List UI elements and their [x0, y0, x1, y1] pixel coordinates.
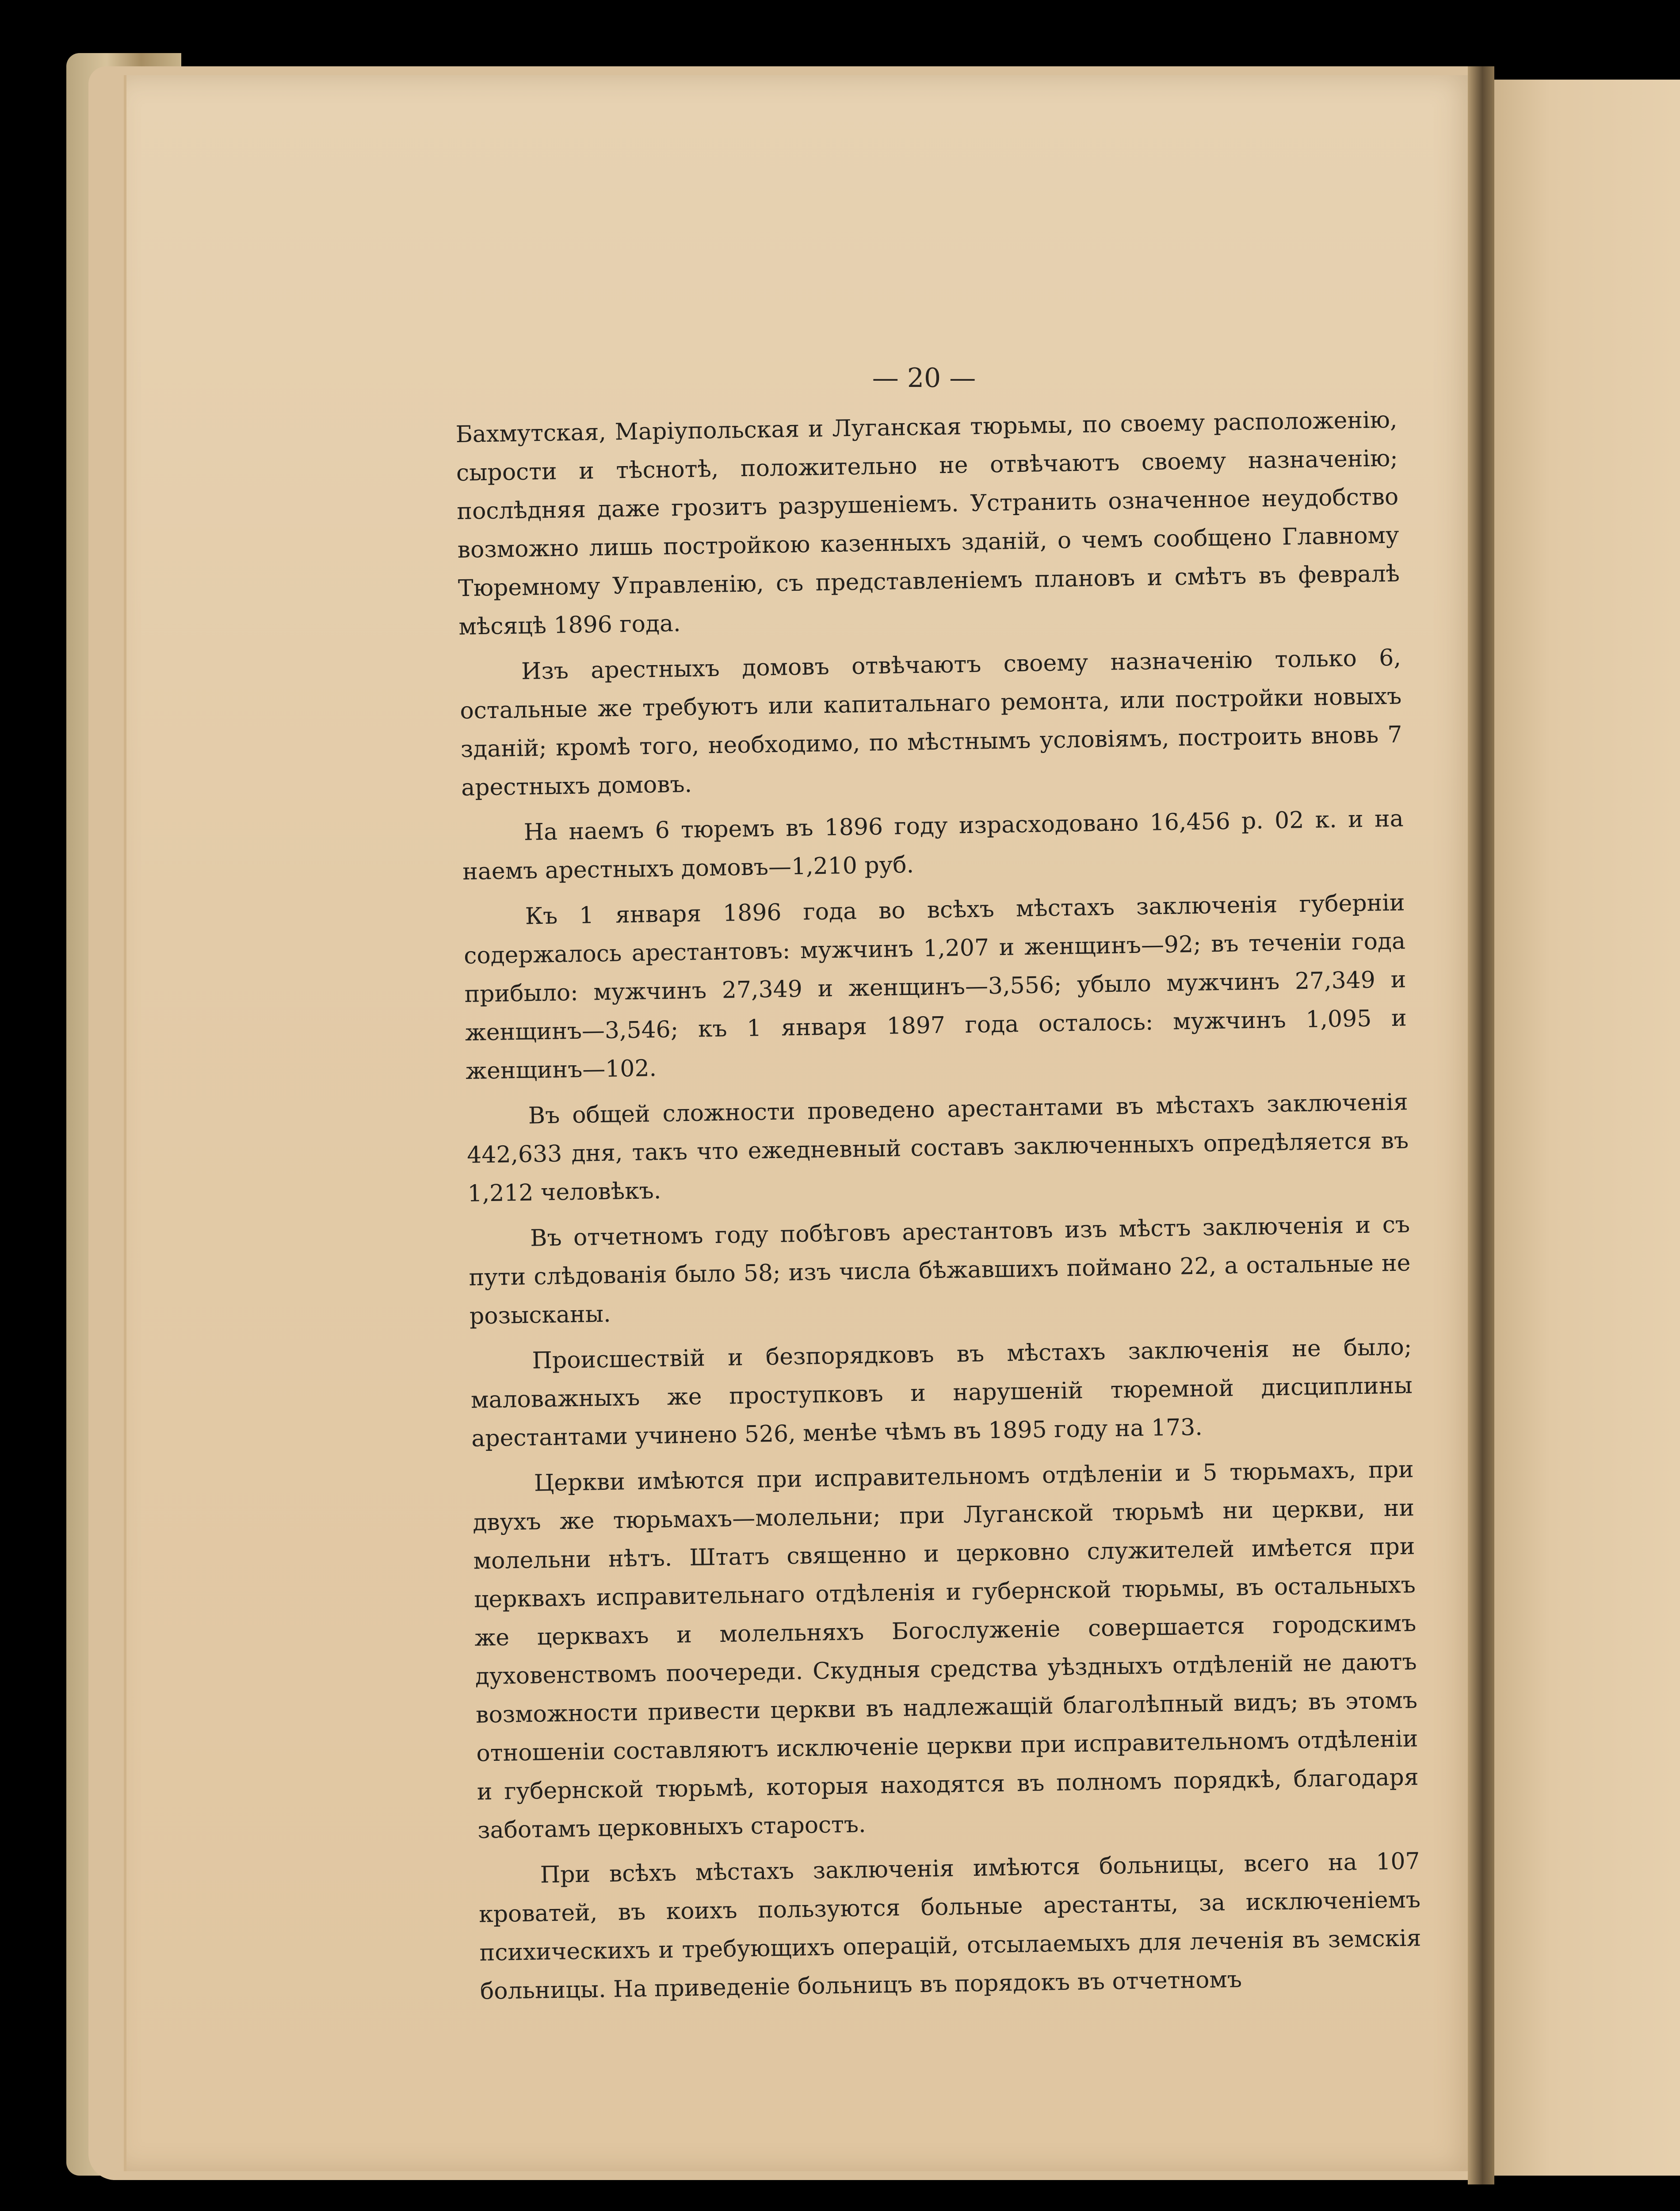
- paragraph: Церкви имѣются при исправительномъ отдѣленіи и 5 тюрьмахъ, при двухъ же тюрьмахъ—молельни; при Луганской тюрьмѣ ни церкви, ни молельни нѣтъ. Штатъ священно и церковно служителей имѣется при церквахъ исправительнаго отдѣленія и губернской тюрьмы, въ остальныхъ же церквахъ и молельняхъ Богослуженіе совершается городскимъ духовенствомъ поочереди. Скудныя средства уѣздныхъ отдѣленій не даютъ возможности привести церкви въ надлежащій благолѣпный видъ; въ этомъ отношеніи составляютъ исключеніе церкви при исправительномъ отдѣленіи и губернской тюрьмѣ, которыя находятся въ полномъ порядкѣ, благодаря заботамъ церковныхъ старостъ.: [472, 1456, 1419, 1844]
- paragraph: Въ общей сложности проведено арестантами въ мѣстахъ заключенія 442,633 дня, такъ что ежедневный составъ заключенныхъ опредѣляется въ 1,212 человѣкъ.: [466, 1089, 1409, 1207]
- page-body-text: [455, 401, 1422, 2018]
- paragraph: Къ 1 января 1896 года во всѣхъ мѣстахъ заключенія губерніи содержалось арестантовъ: мужчинъ 1,207 и женщинъ—92; въ теченіи года прибыло: мужчинъ 27,349 и женщинъ—3,556; убыло мужчинъ 27,349 и женщинъ—3,546; къ 1 января 1897 года осталось: мужчинъ 1,095 и женщинъ—102.: [463, 889, 1407, 1085]
- paragraph: При всѣхъ мѣстахъ заключенія имѣются больницы, всего на 107 кроватей, въ коихъ пользуются больные арестанты, за исключеніемъ психическихъ и требующихъ операцій, отсылаемыхъ для леченія въ земскія больницы. На приведеніе больницъ въ порядокъ въ отчетномъ: [478, 1848, 1421, 2005]
- paragraph: Въ отчетномъ году побѣговъ арестантовъ изъ мѣстъ заключенія и съ пути слѣдованія было 58; изъ числа бѣжавшихъ поймано 22, а остальные не розысканы.: [469, 1211, 1411, 1330]
- book-gutter: [1468, 66, 1494, 2184]
- paragraph: Бахмутская, Маріупольская и Луганская тюрьмы, по своему расположенію, сырости и тѣснотѣ, положительно не отвѣчаютъ своему назначенію; послѣдняя даже грозитъ разрушеніемъ. Устранить означенное неудобство возможно лишь постройкою казенныхъ зданій, о чемъ сообщено Главному Тюремному Управленію, съ представленіемъ плановъ и смѣтъ въ февралѣ мѣсяцѣ 1896 года.: [455, 406, 1400, 640]
- paragraph: Происшествій и безпорядковъ въ мѣстахъ заключенія не было; маловажныхъ же проступковъ и нарушеній тюремной дисциплины арестантами учинено 526, менѣе чѣмъ въ 1895 году на 173.: [470, 1334, 1413, 1452]
- page-number: — 20 —: [872, 363, 976, 394]
- facing-page: [1494, 80, 1680, 2176]
- paragraph: На наемъ 6 тюремъ въ 1896 году израсходовано 16,456 р. 02 к. и на наемъ арестныхъ домовъ—1,210 руб.: [462, 805, 1404, 885]
- paragraph: Изъ арестныхъ домовъ отвѣчаютъ своему назначенію только 6, остальные же требуютъ или капитальнаго ремонта, или постройки новыхъ зданій; кромѣ того, необходимо, по мѣстнымъ условіямъ, построить вновь 7 арестныхъ домовъ.: [460, 644, 1403, 801]
